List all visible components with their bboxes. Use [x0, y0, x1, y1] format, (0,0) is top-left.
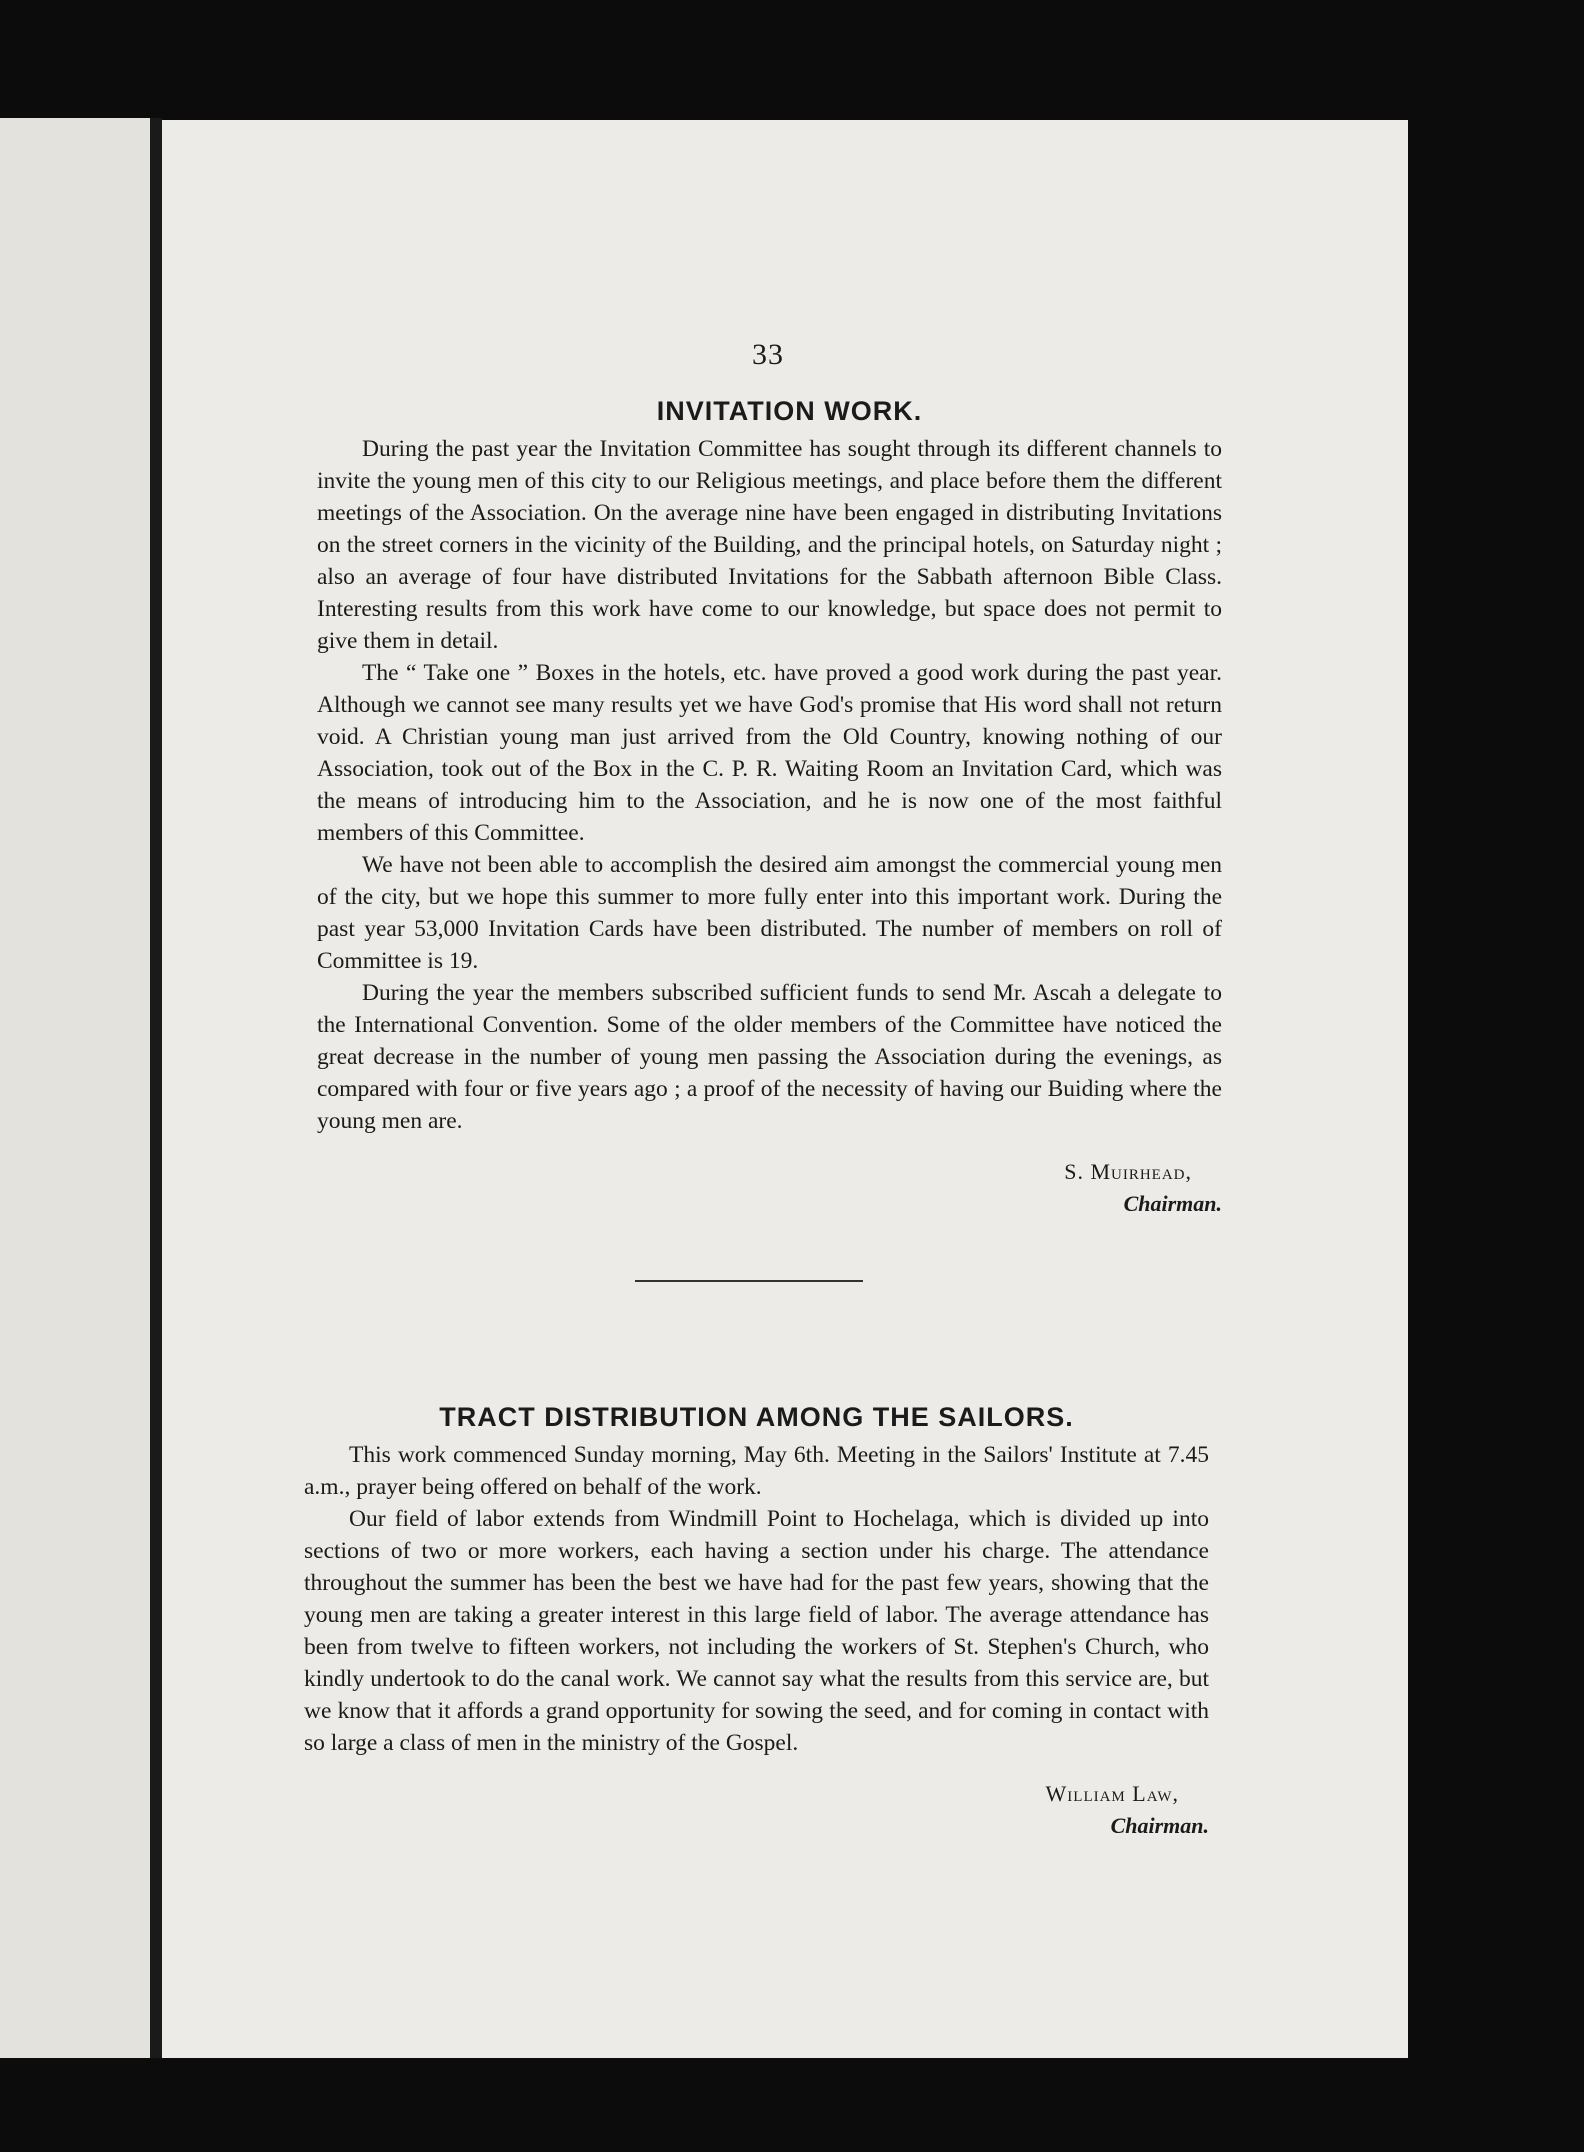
page-number: 33	[752, 338, 784, 371]
paragraph: This work commenced Sunday morning, May 6th. Meeting in the Sailors' Institute at 7.45 a.m., prayer being offered on behalf of the work.	[304, 1442, 1209, 1500]
section-heading: TRACT DISTRIBUTION AMONG THE SAILORS.	[439, 1402, 1074, 1432]
paragraph: Our field of labor extends from Windmill Point to Hochelaga, which is divided up into sections of two or more workers, each having a section under his charge. The attendance throughout the summer has been the best we have had for the past few years, showing that the young men are taking a greater interest in this large field of labor. The average attendance has been from twelve to fifteen workers, not including the workers of St. Stephen's Church, who kindly undertook to do the canal work. We cannot say what the results from this service are, but we know that it affords a grand opportunity for sowing the seed, and for coming in contact with so large a class of men in the ministry of the Gospel.	[304, 1506, 1209, 1756]
tract-distribution-section	[304, 1402, 1209, 1839]
section-divider	[635, 1280, 863, 1282]
paragraph: During the year the members subscribed sufficient funds to send Mr. Ascah a delegate to the International Convention. Some of the older members of the Committee have noticed the great decrease in the number of young men passing the Association during the evenings, as compared with four or five years ago ; a proof of the necessity of having our Buiding where the young men are.	[317, 980, 1222, 1134]
scan-background	[1408, 0, 1584, 2152]
paragraph: We have not been able to accomplish the desired aim amongst the commercial young men of the city, but we hope this summer to more fully enter into this important work. During the past year 53,000 Invitation Cards have been distributed. The number of members on roll of Committee is 19.	[317, 852, 1222, 974]
book-gutter	[150, 118, 162, 2058]
facing-page-edge	[0, 118, 150, 2058]
paragraph: The “ Take one ” Boxes in the hotels, etc. have proved a good work during the past year. Although we cannot see many results yet we have God's promise that His word shall not return void. A Christian young man just arrived from the Old Country, knowing nothing of our Association, took out of the Box in the C. P. R. Waiting Room an Invitation Card, which was the means of introducing him to the Association, and he is now one of the most faithful members of this Committee.	[317, 660, 1222, 846]
invitation-work-section	[317, 396, 1222, 1217]
signature-title: Chairman.	[1110, 1813, 1209, 1838]
signature-title: Chairman.	[1123, 1191, 1222, 1216]
signature-name: William Law,	[1045, 1781, 1179, 1806]
document-page	[162, 120, 1408, 2058]
section-heading: INVITATION WORK.	[656, 396, 923, 426]
signature-name: S. Muirhead,	[1064, 1159, 1192, 1184]
paragraph: During the past year the Invitation Committee has sought through its different channels to invite the young men of this city to our Religious meetings, and place before them the different meetings of the Association. On the average nine have been engaged in distributing Invitations on the street corners in the vicinity of the Building, and the principal hotels, on Saturday night ; also an average of four have distributed Invitations for the Sabbath afternoon Bible Class. Interesting results from this work have come to our knowledge, but space does not permit to give them in detail.	[317, 436, 1222, 654]
